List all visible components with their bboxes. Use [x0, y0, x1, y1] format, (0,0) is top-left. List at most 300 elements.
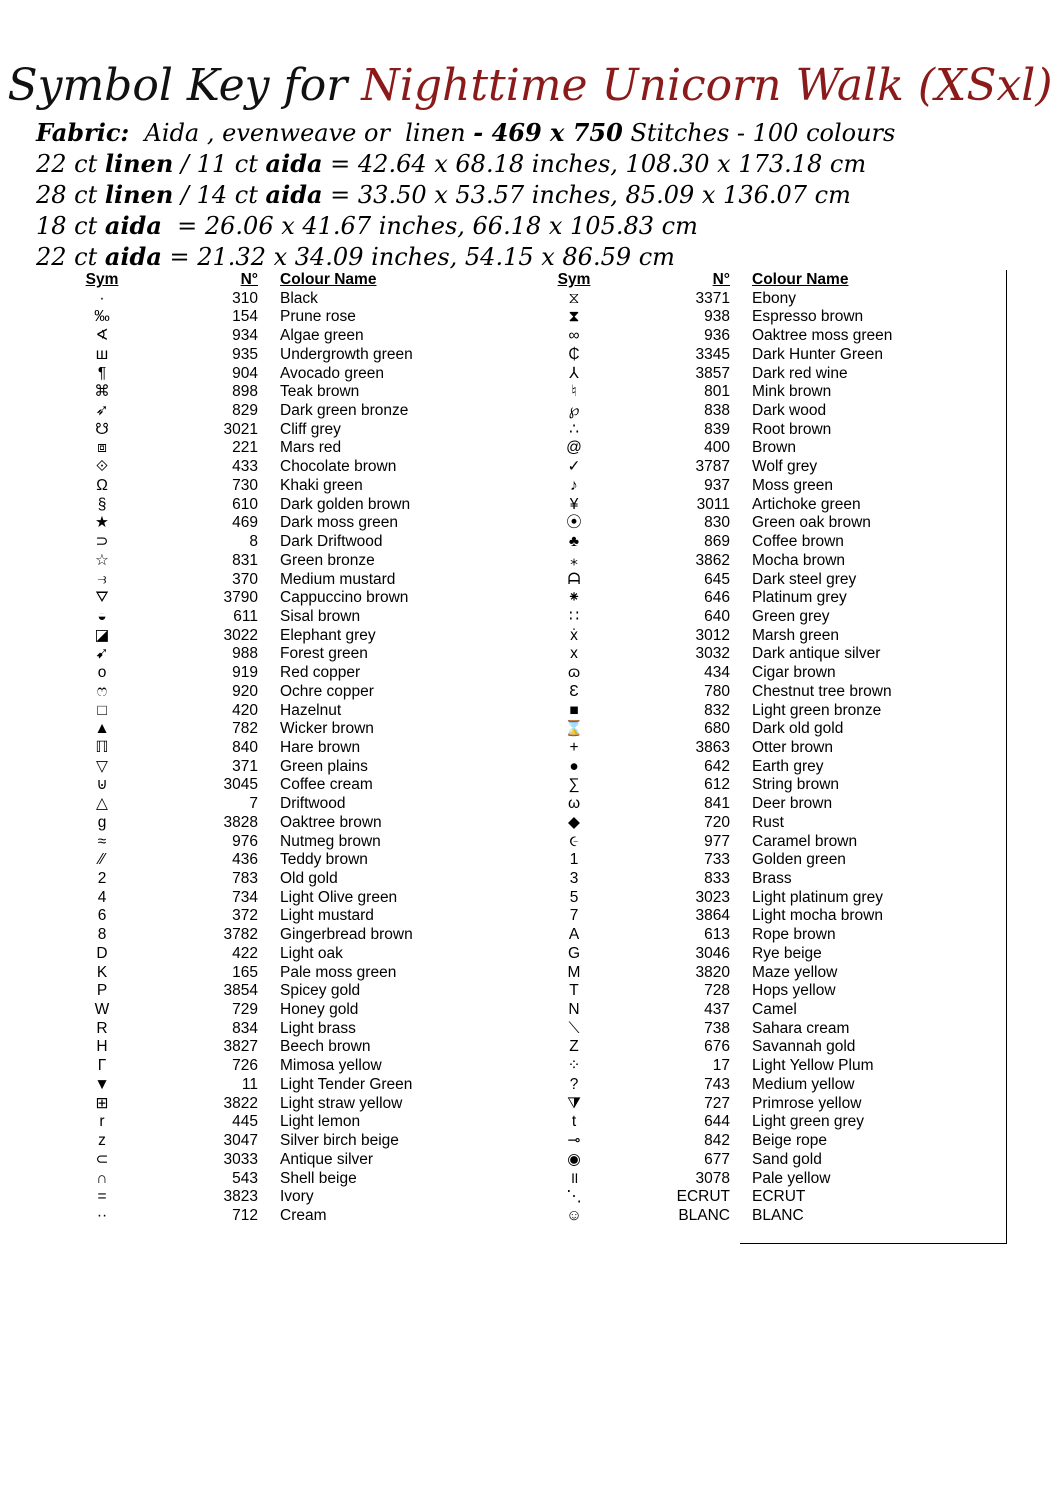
gap-cell	[258, 926, 280, 945]
colour-name-cell: Oaktree moss green	[752, 327, 893, 345]
symbol-cell: ш	[95, 345, 109, 363]
dmc-number-cell: 3787	[695, 458, 730, 476]
gap-cell	[730, 851, 752, 870]
symbol-cell: Z	[569, 1038, 579, 1056]
table-row	[78, 1113, 520, 1132]
table-row	[550, 645, 992, 664]
colour-name-cell: Primrose yellow	[752, 1094, 862, 1112]
symbol-cell: t	[571, 1113, 577, 1131]
gap-cell	[258, 645, 280, 664]
table-row	[78, 907, 520, 926]
table-row	[550, 458, 992, 477]
table-row	[550, 1151, 992, 1170]
table-row	[78, 1001, 520, 1020]
table-row	[550, 907, 992, 926]
gap-cell	[258, 627, 280, 646]
gap-cell	[730, 889, 752, 908]
table-row	[78, 1057, 520, 1076]
symbol-cell: ℿ	[95, 738, 109, 756]
dmc-number-cell: 543	[232, 1169, 258, 1187]
colour-name-cell: ECRUT	[752, 1188, 806, 1206]
dmc-number-cell: 743	[704, 1075, 730, 1093]
colour-name-cell: Savannah gold	[752, 1038, 856, 1056]
symbol-cell: r	[99, 1113, 105, 1131]
gap-cell	[730, 1207, 752, 1226]
table-row	[78, 814, 520, 833]
colour-name-cell: Light oak	[280, 944, 343, 962]
gap-cell	[258, 1151, 280, 1170]
dmc-number-cell: 841	[704, 795, 730, 813]
dmc-number-cell: 613	[704, 926, 730, 944]
gap-cell	[730, 365, 752, 384]
symbol-cell: G	[567, 944, 581, 962]
gap-cell	[730, 589, 752, 608]
fabric-stitches: 469 x 750	[491, 118, 623, 147]
gap-cell	[258, 327, 280, 346]
symbol-cell: ⊂	[95, 1150, 109, 1168]
table-row	[550, 1188, 992, 1207]
dmc-number-cell: 938	[704, 308, 730, 326]
gap-cell	[730, 814, 752, 833]
table-row	[550, 1113, 992, 1132]
table-row	[78, 552, 520, 571]
dmc-number-cell: 644	[704, 1113, 730, 1131]
symbol-cell: ¥	[569, 495, 579, 513]
gap-cell	[730, 1057, 752, 1076]
colour-name-cell: Mink brown	[752, 383, 832, 401]
gap-cell	[730, 702, 752, 721]
table-row	[78, 945, 520, 964]
colour-name-cell: Dark antique silver	[752, 645, 881, 663]
table-row	[78, 477, 520, 496]
symbol-cell: ෆ	[96, 682, 108, 700]
table-row	[550, 496, 992, 515]
colour-name-cell: Light Yellow Plum	[752, 1057, 874, 1075]
table-row	[78, 1132, 520, 1151]
symbol-cell: ⊞	[95, 1094, 109, 1112]
colour-name-cell: Nutmeg brown	[280, 832, 381, 850]
dmc-number-cell: 610	[232, 495, 258, 513]
gap-cell	[730, 496, 752, 515]
symbol-cell: 7	[569, 907, 579, 925]
header-gap	[258, 271, 280, 290]
gap-cell	[258, 1207, 280, 1226]
symbol-cell: ⦿	[566, 514, 582, 532]
dmc-number-cell: 780	[704, 682, 730, 700]
dmc-number-cell: 3011	[696, 495, 730, 513]
dmc-number-cell: 445	[232, 1113, 258, 1131]
dmc-number-cell: 720	[704, 813, 730, 831]
gap-cell	[730, 964, 752, 983]
colour-name-cell: Green plains	[280, 757, 368, 775]
dmc-number-cell: 3822	[223, 1094, 258, 1112]
colour-name-cell: Dark red wine	[752, 364, 848, 382]
table-row	[78, 589, 520, 608]
gap-cell	[258, 795, 280, 814]
table-row	[550, 627, 992, 646]
table-row	[78, 496, 520, 515]
gap-cell	[258, 945, 280, 964]
symbol-cell: ⛛	[95, 589, 109, 607]
dmc-number-cell: 154	[232, 308, 258, 326]
gap-cell	[730, 458, 752, 477]
title-prefix: Symbol Key for	[7, 60, 348, 111]
colour-name-cell: Hops yellow	[752, 982, 836, 1000]
table-row	[78, 870, 520, 889]
table-row	[78, 776, 520, 795]
symbol-cell: ●	[569, 757, 579, 775]
colour-name-cell: Light mustard	[280, 907, 374, 925]
fabric-dash: -	[473, 118, 492, 147]
colour-name-cell: Spicey gold	[280, 982, 361, 1000]
gap-cell	[730, 776, 752, 795]
table-row	[550, 552, 992, 571]
dmc-number-cell: 919	[232, 664, 258, 682]
colour-name-cell: Root brown	[752, 420, 832, 438]
table-row	[550, 346, 992, 365]
symbol-cell: 1	[569, 851, 579, 869]
symbol-cell: +	[569, 738, 579, 756]
colour-name-cell: Light green grey	[752, 1113, 865, 1131]
dmc-number-cell: 976	[232, 832, 258, 850]
spec-fabric-aida: aida	[265, 149, 323, 178]
gap-cell	[730, 664, 752, 683]
dmc-number-cell: 988	[232, 645, 258, 663]
symbol-cell: §	[97, 495, 107, 513]
colour-name-cell: Mars red	[280, 439, 342, 457]
gap-cell	[258, 1113, 280, 1132]
gap-cell	[258, 533, 280, 552]
symbol-cell: ◆	[568, 813, 580, 831]
colour-name-cell: Otter brown	[752, 738, 833, 756]
dmc-number-cell: 712	[232, 1206, 258, 1224]
table-row	[78, 533, 520, 552]
table-row	[550, 365, 992, 384]
symbol-cell: @	[566, 439, 582, 457]
gap-cell	[258, 308, 280, 327]
table-row	[78, 1038, 520, 1057]
colour-name-cell: Sisal brown	[280, 607, 361, 625]
symbol-cell: ⅄	[569, 364, 579, 382]
colour-name-cell: Platinum grey	[752, 589, 847, 607]
dmc-number-cell: 677	[704, 1150, 730, 1168]
table-row	[550, 383, 992, 402]
symbol-cell: ☋	[95, 420, 109, 438]
bottom-border-line	[740, 1243, 1007, 1244]
dmc-number-cell: 642	[704, 757, 730, 775]
spec-count: 22 ct	[36, 243, 105, 271]
table-row	[78, 1095, 520, 1114]
gap-cell	[258, 477, 280, 496]
colour-name-cell: Maze yellow	[752, 963, 838, 981]
symbol-cell: ♣	[568, 533, 580, 551]
table-row	[550, 608, 992, 627]
gap-cell	[258, 683, 280, 702]
gap-cell	[258, 739, 280, 758]
table-row	[78, 1207, 520, 1226]
fabric-types: Aida , evenweave or linen	[129, 119, 474, 147]
colour-name-cell: Light lemon	[280, 1113, 361, 1131]
colour-name-cell: Medium yellow	[752, 1075, 855, 1093]
dmc-number-cell: 726	[232, 1057, 258, 1075]
dmc-number-cell: 3820	[695, 963, 730, 981]
colour-name-cell: Light Tender Green	[280, 1075, 413, 1093]
table-row	[78, 833, 520, 852]
dmc-number-cell: 611	[233, 607, 258, 625]
gap-cell	[730, 1020, 752, 1039]
symbol-cell: Γ	[97, 1057, 107, 1075]
gap-cell	[730, 645, 752, 664]
table-row	[550, 421, 992, 440]
spec-count: 28 ct	[36, 181, 105, 209]
symbol-cell: ★	[95, 514, 109, 532]
dmc-number-cell: 3857	[695, 364, 730, 382]
gap-cell	[730, 720, 752, 739]
symbol-cell: M	[567, 963, 581, 981]
gap-cell	[258, 1170, 280, 1189]
colour-name-cell: Coffee cream	[280, 776, 373, 794]
gap-cell	[258, 964, 280, 983]
dmc-number-cell: 3032	[695, 645, 730, 663]
table-row	[550, 964, 992, 983]
dmc-number-cell: 829	[232, 402, 258, 420]
symbol-cell: ẋ	[570, 626, 578, 644]
symbol-cell: H	[96, 1038, 108, 1056]
table-row	[78, 608, 520, 627]
gap-cell	[258, 758, 280, 777]
dmc-number-cell: 840	[232, 738, 258, 756]
gap-cell	[258, 1038, 280, 1057]
table-row	[78, 664, 520, 683]
colour-name-cell: Cappuccino brown	[280, 589, 409, 607]
table-row	[78, 627, 520, 646]
table-row	[550, 1076, 992, 1095]
dmc-number-cell: 3371	[695, 289, 730, 307]
dmc-number-cell: 830	[704, 514, 730, 532]
title-pattern-name: Nighttime Unicorn Walk (XSxl)	[361, 60, 1053, 111]
size-spec-2	[36, 180, 851, 210]
table-row	[78, 926, 520, 945]
colour-name-cell: Light mocha brown	[752, 907, 883, 925]
table-row	[78, 851, 520, 870]
spec-fabric-aida: aida	[104, 242, 162, 271]
colour-name-cell: Brass	[752, 870, 792, 887]
colour-name-cell: Ochre copper	[280, 682, 374, 700]
colour-name-cell: Dark wood	[752, 402, 827, 420]
table-row	[78, 421, 520, 440]
colour-name-cell: Artichoke green	[752, 495, 861, 513]
colour-name-cell: Gingerbread brown	[280, 926, 413, 944]
gap-cell	[730, 1001, 752, 1020]
gap-cell	[258, 982, 280, 1001]
symbol-cell: ∩	[96, 1169, 108, 1187]
symbol-cell: ✓	[567, 458, 581, 476]
colour-name-cell: Green bronze	[280, 551, 375, 569]
colour-name-cell: Chestnut tree brown	[752, 682, 892, 700]
dmc-number-cell: 3863	[695, 738, 730, 756]
gap-cell	[258, 421, 280, 440]
dmc-number-cell: 898	[232, 383, 258, 401]
gap-cell	[258, 290, 280, 309]
dmc-number-cell: 834	[232, 1019, 258, 1037]
colour-name-cell: Cliff grey	[280, 420, 341, 438]
size-spec-4	[36, 242, 675, 272]
dmc-number-cell: 310	[232, 289, 258, 307]
symbol-cell: Ɛ	[569, 682, 579, 700]
dmc-number-cell: 3078	[695, 1169, 730, 1187]
dmc-number-cell: 3045	[223, 776, 258, 794]
symbol-cell: ☆	[95, 551, 109, 569]
spec-fabric-linen: linen	[104, 149, 174, 178]
table-row	[550, 290, 992, 309]
symbol-cell: ¶	[97, 364, 107, 382]
gap-cell	[258, 552, 280, 571]
colour-name-cell: Teak brown	[280, 383, 360, 401]
symbol-cell: ૯	[569, 832, 579, 850]
table-row	[78, 439, 520, 458]
symbol-cell: ω	[567, 795, 581, 813]
table-row	[78, 982, 520, 1001]
symbol-cell: ₵	[568, 345, 580, 363]
symbol-cell: o	[97, 664, 107, 682]
fabric-rest: Stitches - 100 colours	[622, 119, 896, 147]
gap-cell	[258, 1188, 280, 1207]
table-header-row	[78, 271, 520, 290]
table-row	[78, 1151, 520, 1170]
gap-cell	[258, 439, 280, 458]
dmc-number-cell: 733	[704, 851, 730, 869]
fabric-label: Fabric:	[36, 118, 130, 147]
symbol-cell: ⧈	[97, 439, 107, 457]
symbol-cell: ··	[96, 1206, 108, 1224]
symbol-cell: ⊸	[567, 1132, 581, 1150]
colour-name-cell: Dark moss green	[280, 514, 399, 532]
dmc-number-cell: 3864	[695, 907, 730, 925]
colour-name-cell: Old gold	[280, 870, 338, 887]
colour-name-cell: Deer brown	[752, 795, 833, 813]
colour-name-cell: Avocado green	[280, 364, 384, 382]
colour-name-cell: Espresso brown	[752, 308, 864, 326]
table-row	[550, 1207, 992, 1226]
symbol-cell: ⧗	[568, 308, 580, 326]
colour-name-cell: Mimosa yellow	[280, 1057, 382, 1075]
dmc-number-cell: 437	[704, 1001, 730, 1019]
colour-name-cell: Light straw yellow	[280, 1094, 403, 1112]
header-sym: Sym	[85, 271, 119, 288]
dmc-number-cell: 646	[704, 589, 730, 607]
dmc-number-cell: 370	[232, 570, 258, 588]
colour-name-cell: Honey gold	[280, 1001, 359, 1019]
dmc-number-cell: 8	[249, 533, 258, 551]
colour-name-cell: Moss green	[752, 476, 833, 494]
gap-cell	[258, 870, 280, 889]
dmc-number-cell: 3827	[223, 1038, 258, 1056]
colour-name-cell: Dark green bronze	[280, 402, 409, 420]
gap-cell	[730, 1188, 752, 1207]
dmc-number-cell: 680	[704, 720, 730, 738]
dmc-number-cell: 221	[232, 439, 258, 457]
table-row	[550, 327, 992, 346]
header-number: N°	[240, 271, 258, 288]
table-row	[550, 720, 992, 739]
dmc-number-cell: 729	[232, 1001, 258, 1019]
dmc-number-cell: 3782	[223, 926, 258, 944]
gap-cell	[730, 683, 752, 702]
gap-cell	[258, 702, 280, 721]
symbol-cell: 6	[97, 907, 107, 925]
gap-cell	[258, 1132, 280, 1151]
dmc-number-cell: 727	[704, 1094, 730, 1112]
gap-cell	[730, 739, 752, 758]
gap-cell	[730, 1038, 752, 1057]
symbol-key-table-left	[78, 271, 520, 1226]
dmc-number-cell: 165	[232, 963, 258, 981]
symbol-key-table-right	[550, 271, 992, 1226]
gap-cell	[730, 1151, 752, 1170]
gap-cell	[258, 720, 280, 739]
dmc-number-cell: 869	[704, 533, 730, 551]
colour-name-cell: Green oak brown	[752, 514, 871, 532]
spec-size: = 33.50 x 53.57 inches, 85.09 x 136.07 cm	[322, 181, 851, 209]
dmc-number-cell: 935	[232, 345, 258, 363]
colour-name-cell: Wicker brown	[280, 720, 374, 738]
gap-cell	[258, 851, 280, 870]
spec-size: = 26.06 x 41.67 inches, 66.18 x 105.83 cm	[161, 212, 698, 240]
table-row	[78, 1076, 520, 1095]
table-row	[550, 739, 992, 758]
gap-cell	[258, 1057, 280, 1076]
colour-name-cell: Hare brown	[280, 738, 361, 756]
table-row	[550, 1170, 992, 1189]
gap-cell	[730, 833, 752, 852]
dmc-number-cell: 839	[704, 420, 730, 438]
symbol-cell: ⊍	[96, 776, 108, 794]
size-spec-3	[36, 211, 698, 241]
gap-cell	[258, 814, 280, 833]
colour-name-cell: String brown	[752, 776, 840, 794]
colour-name-cell: Elephant grey	[280, 626, 376, 644]
table-row	[78, 739, 520, 758]
spec-fabric-aida: aida	[104, 211, 162, 240]
symbol-cell: ⌘	[94, 383, 110, 401]
dmc-number-cell: 3047	[223, 1132, 258, 1150]
colour-name-cell: Dark Hunter Green	[752, 345, 883, 363]
gap-cell	[730, 383, 752, 402]
symbol-cell: 8	[97, 926, 107, 944]
dmc-number-cell: 783	[232, 870, 258, 887]
gap-cell	[258, 402, 280, 421]
dmc-number-cell: 3021	[223, 420, 258, 438]
symbol-cell: ℘	[568, 402, 580, 420]
gap-cell	[730, 327, 752, 346]
dmc-number-cell: 3023	[695, 888, 730, 906]
colour-name-cell: Light green bronze	[752, 701, 882, 719]
dmc-number-cell: 934	[232, 327, 258, 345]
symbol-cell: ⧩	[567, 1094, 581, 1112]
symbol-cell: 2	[97, 870, 107, 887]
colour-name-cell: Cream	[280, 1206, 327, 1224]
header-colour-name: Colour Name	[752, 271, 849, 288]
dmc-number-cell: 3828	[223, 813, 258, 831]
colour-name-cell: Forest green	[280, 645, 368, 663]
dmc-number-cell: 3862	[695, 551, 730, 569]
gap-cell	[258, 608, 280, 627]
table-row	[78, 1170, 520, 1189]
dmc-number-cell: 937	[704, 476, 730, 494]
table-row	[78, 964, 520, 983]
gap-cell	[258, 365, 280, 384]
symbol-cell: g	[97, 813, 107, 831]
